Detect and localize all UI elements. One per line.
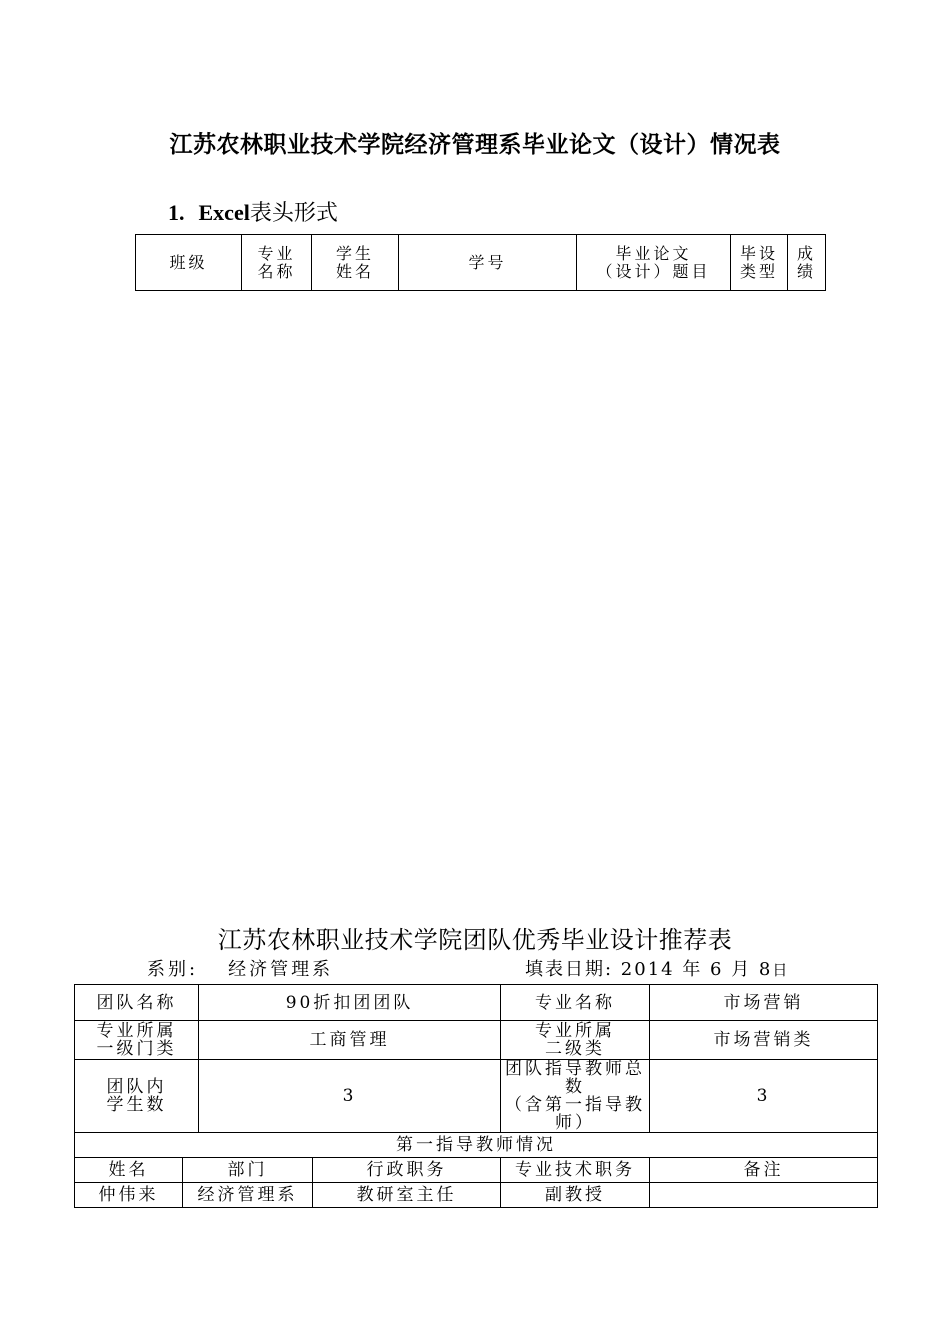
major-category2-label: 专业所属 二级类 <box>501 1021 650 1060</box>
team-name-value: 90折扣团团队 <box>199 985 501 1021</box>
header-cell-design-type: 毕设 类型 <box>731 235 788 291</box>
teacher-count-value: 3 <box>650 1060 878 1133</box>
advisor-header-remarks: 备注 <box>650 1158 878 1183</box>
major-category1-value: 工商管理 <box>199 1021 501 1060</box>
section-heading <box>168 196 338 227</box>
major-name-value: 市场营销 <box>650 985 878 1021</box>
header-cell-thesis-title: 毕业论文 （设计）题目 <box>577 235 731 291</box>
department-value: 经济管理系 <box>228 959 334 980</box>
student-count-value: 3 <box>199 1060 501 1133</box>
first-advisor-heading: 第一指导教师情况 <box>75 1133 878 1158</box>
advisor-name: 仲伟来 <box>75 1183 183 1208</box>
department-label: 系别: <box>147 959 199 980</box>
header-cell-student-name: 学生 姓名 <box>312 235 399 291</box>
header-cell-class: 班级 <box>136 235 242 291</box>
advisor-header-name: 姓名 <box>75 1158 183 1183</box>
advisor-tech-title: 副教授 <box>501 1183 650 1208</box>
advisor-header-admin-post: 行政职务 <box>313 1158 501 1183</box>
excel-header-table <box>135 234 826 291</box>
teacher-count-label: 团队指导教师总数 （含第一指导教师） <box>501 1060 650 1133</box>
major-category2-value: 市场营销类 <box>650 1021 878 1060</box>
advisor-header-tech-title: 专业技术职务 <box>501 1158 650 1183</box>
major-name-label: 专业名称 <box>501 985 650 1021</box>
advisor-admin-post: 教研室主任 <box>313 1183 501 1208</box>
section-label-en: Excel <box>198 200 250 225</box>
header-cell-grade: 成 绩 <box>788 235 826 291</box>
fill-date-suffix: 日 <box>772 961 790 979</box>
major-category1-label: 专业所属 一级门类 <box>75 1021 199 1060</box>
form-title: 江苏农林职业技术学院团队优秀毕业设计推荐表 <box>217 926 733 954</box>
advisor-remarks <box>650 1183 878 1208</box>
department-line <box>147 955 333 981</box>
section-number: 1. <box>168 200 185 225</box>
recommendation-form-table <box>74 984 878 1208</box>
advisor-header-department: 部门 <box>183 1158 313 1183</box>
section-label-zh: 表头形式 <box>249 201 338 226</box>
header-cell-student-id: 学号 <box>399 235 577 291</box>
fill-date-text: 填表日期: 2014 年 6 月 8 <box>525 959 773 980</box>
team-name-label: 团队名称 <box>75 985 199 1021</box>
student-count-label: 团队内 学生数 <box>75 1060 199 1133</box>
advisor-department: 经济管理系 <box>183 1183 313 1208</box>
fill-date-line <box>525 955 789 981</box>
document-title: 江苏农林职业技术学院经济管理系毕业论文（设计）情况表 <box>169 131 781 158</box>
header-cell-major: 专业 名称 <box>242 235 312 291</box>
